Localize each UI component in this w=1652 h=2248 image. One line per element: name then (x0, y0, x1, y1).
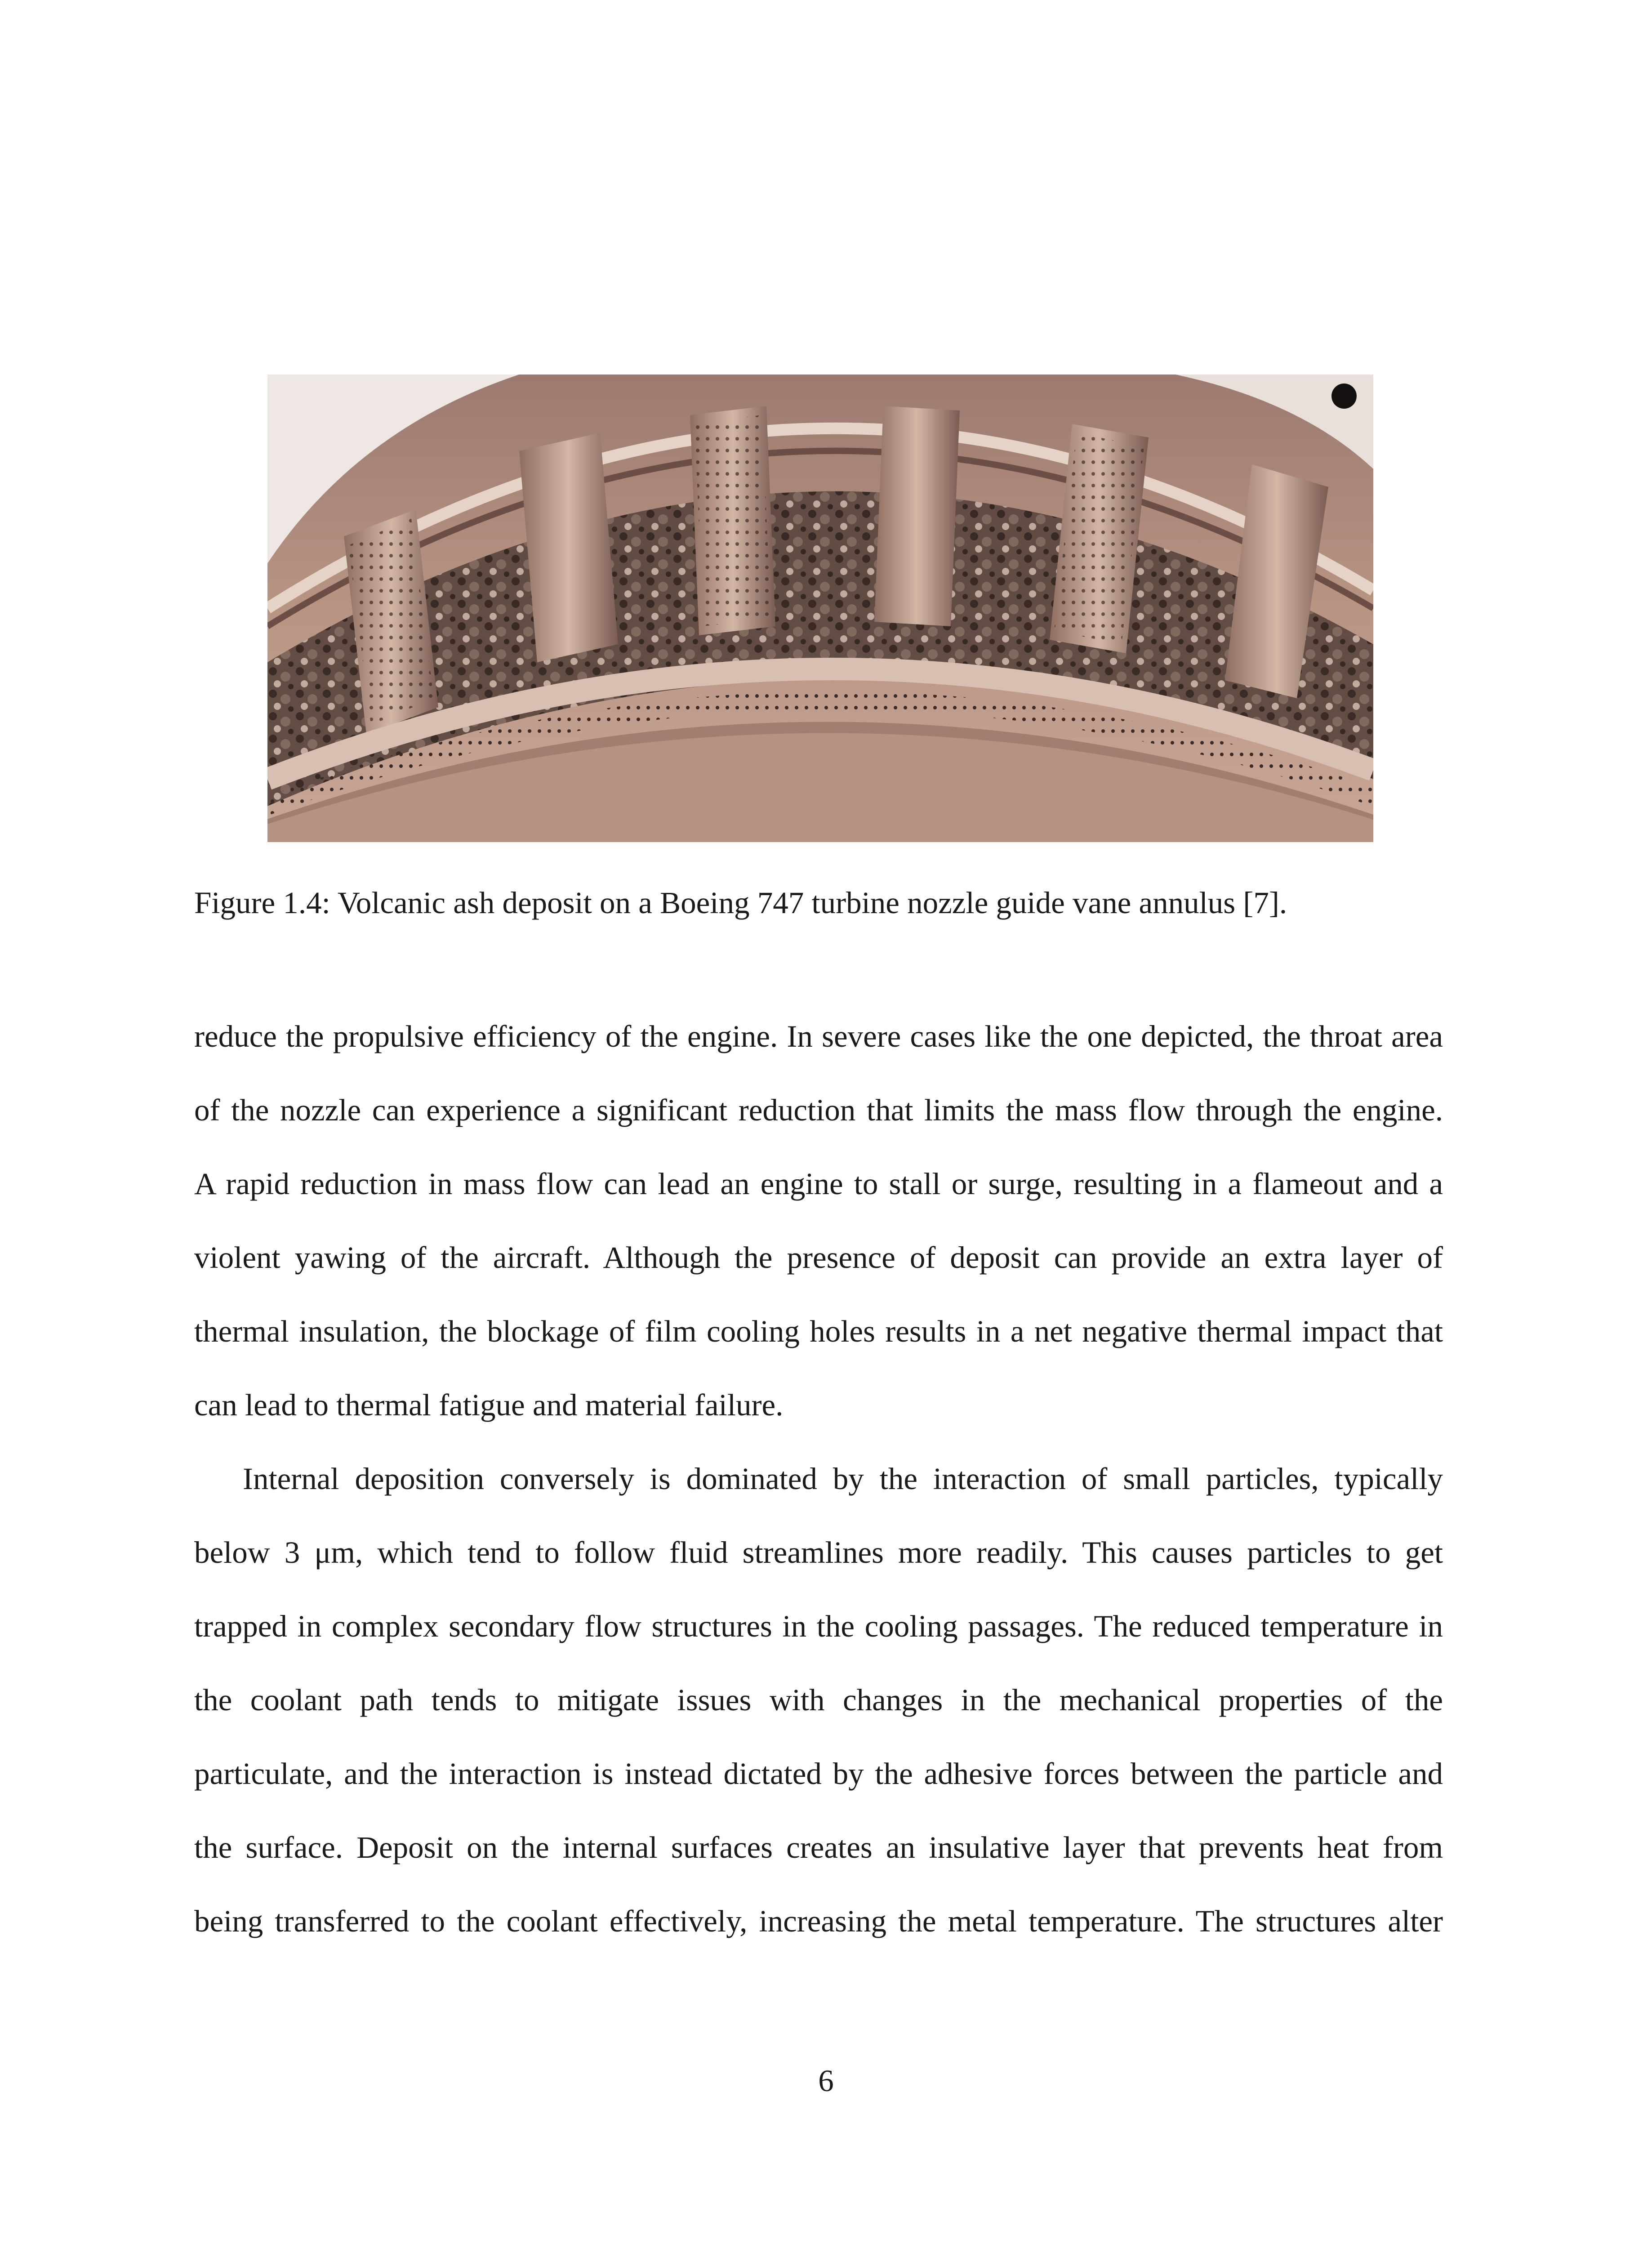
turbine-nozzle-photo (267, 375, 1373, 842)
text-line: thermal insulation, the blockage of film cooling holes results in a net negative thermal impact that (194, 1314, 1443, 1348)
text-line: of the nozzle can experience a significant reduction that limits the mass flow through the engine. (194, 1093, 1443, 1127)
text-line: being transferred to the coolant effectively, increasing the metal temperature. The structures alter (194, 1904, 1443, 1938)
turbine-nozzle-illustration (267, 375, 1373, 842)
body-text (194, 1014, 1443, 1972)
text-line: Internal deposition conversely is dominated by the interaction of small particles, typically (243, 1462, 1443, 1496)
page-number: 6 (818, 2064, 834, 2098)
text-line: below 3 μm, which tend to follow fluid streamlines more readily. This causes particles to get (194, 1535, 1443, 1570)
text-line: the surface. Deposit on the internal surfaces creates an insulative layer that prevents heat from (194, 1830, 1443, 1864)
text-line: the coolant path tends to mitigate issues with changes in the mechanical properties of the (194, 1683, 1443, 1717)
figure-caption: Figure 1.4: Volcanic ash deposit on a Boeing 747 turbine nozzle guide vane annulus [7]. (194, 886, 1287, 920)
text-line: reduce the propulsive efficiency of the engine. In severe cases like the one depicted, the throat area (194, 1019, 1443, 1053)
text-line: particulate, and the interaction is instead dictated by the adhesive forces between the particle and (194, 1757, 1443, 1791)
text-line: can lead to thermal fatigue and material failure. (194, 1388, 784, 1422)
text-line: A rapid reduction in mass flow can lead an engine to stall or surge, resulting in a flameout and a (194, 1167, 1443, 1201)
text-line: violent yawing of the aircraft. Although the presence of deposit can provide an extra layer of (194, 1240, 1443, 1275)
text-line: trapped in complex secondary flow structures in the cooling passages. The reduced temperature in (194, 1609, 1443, 1643)
